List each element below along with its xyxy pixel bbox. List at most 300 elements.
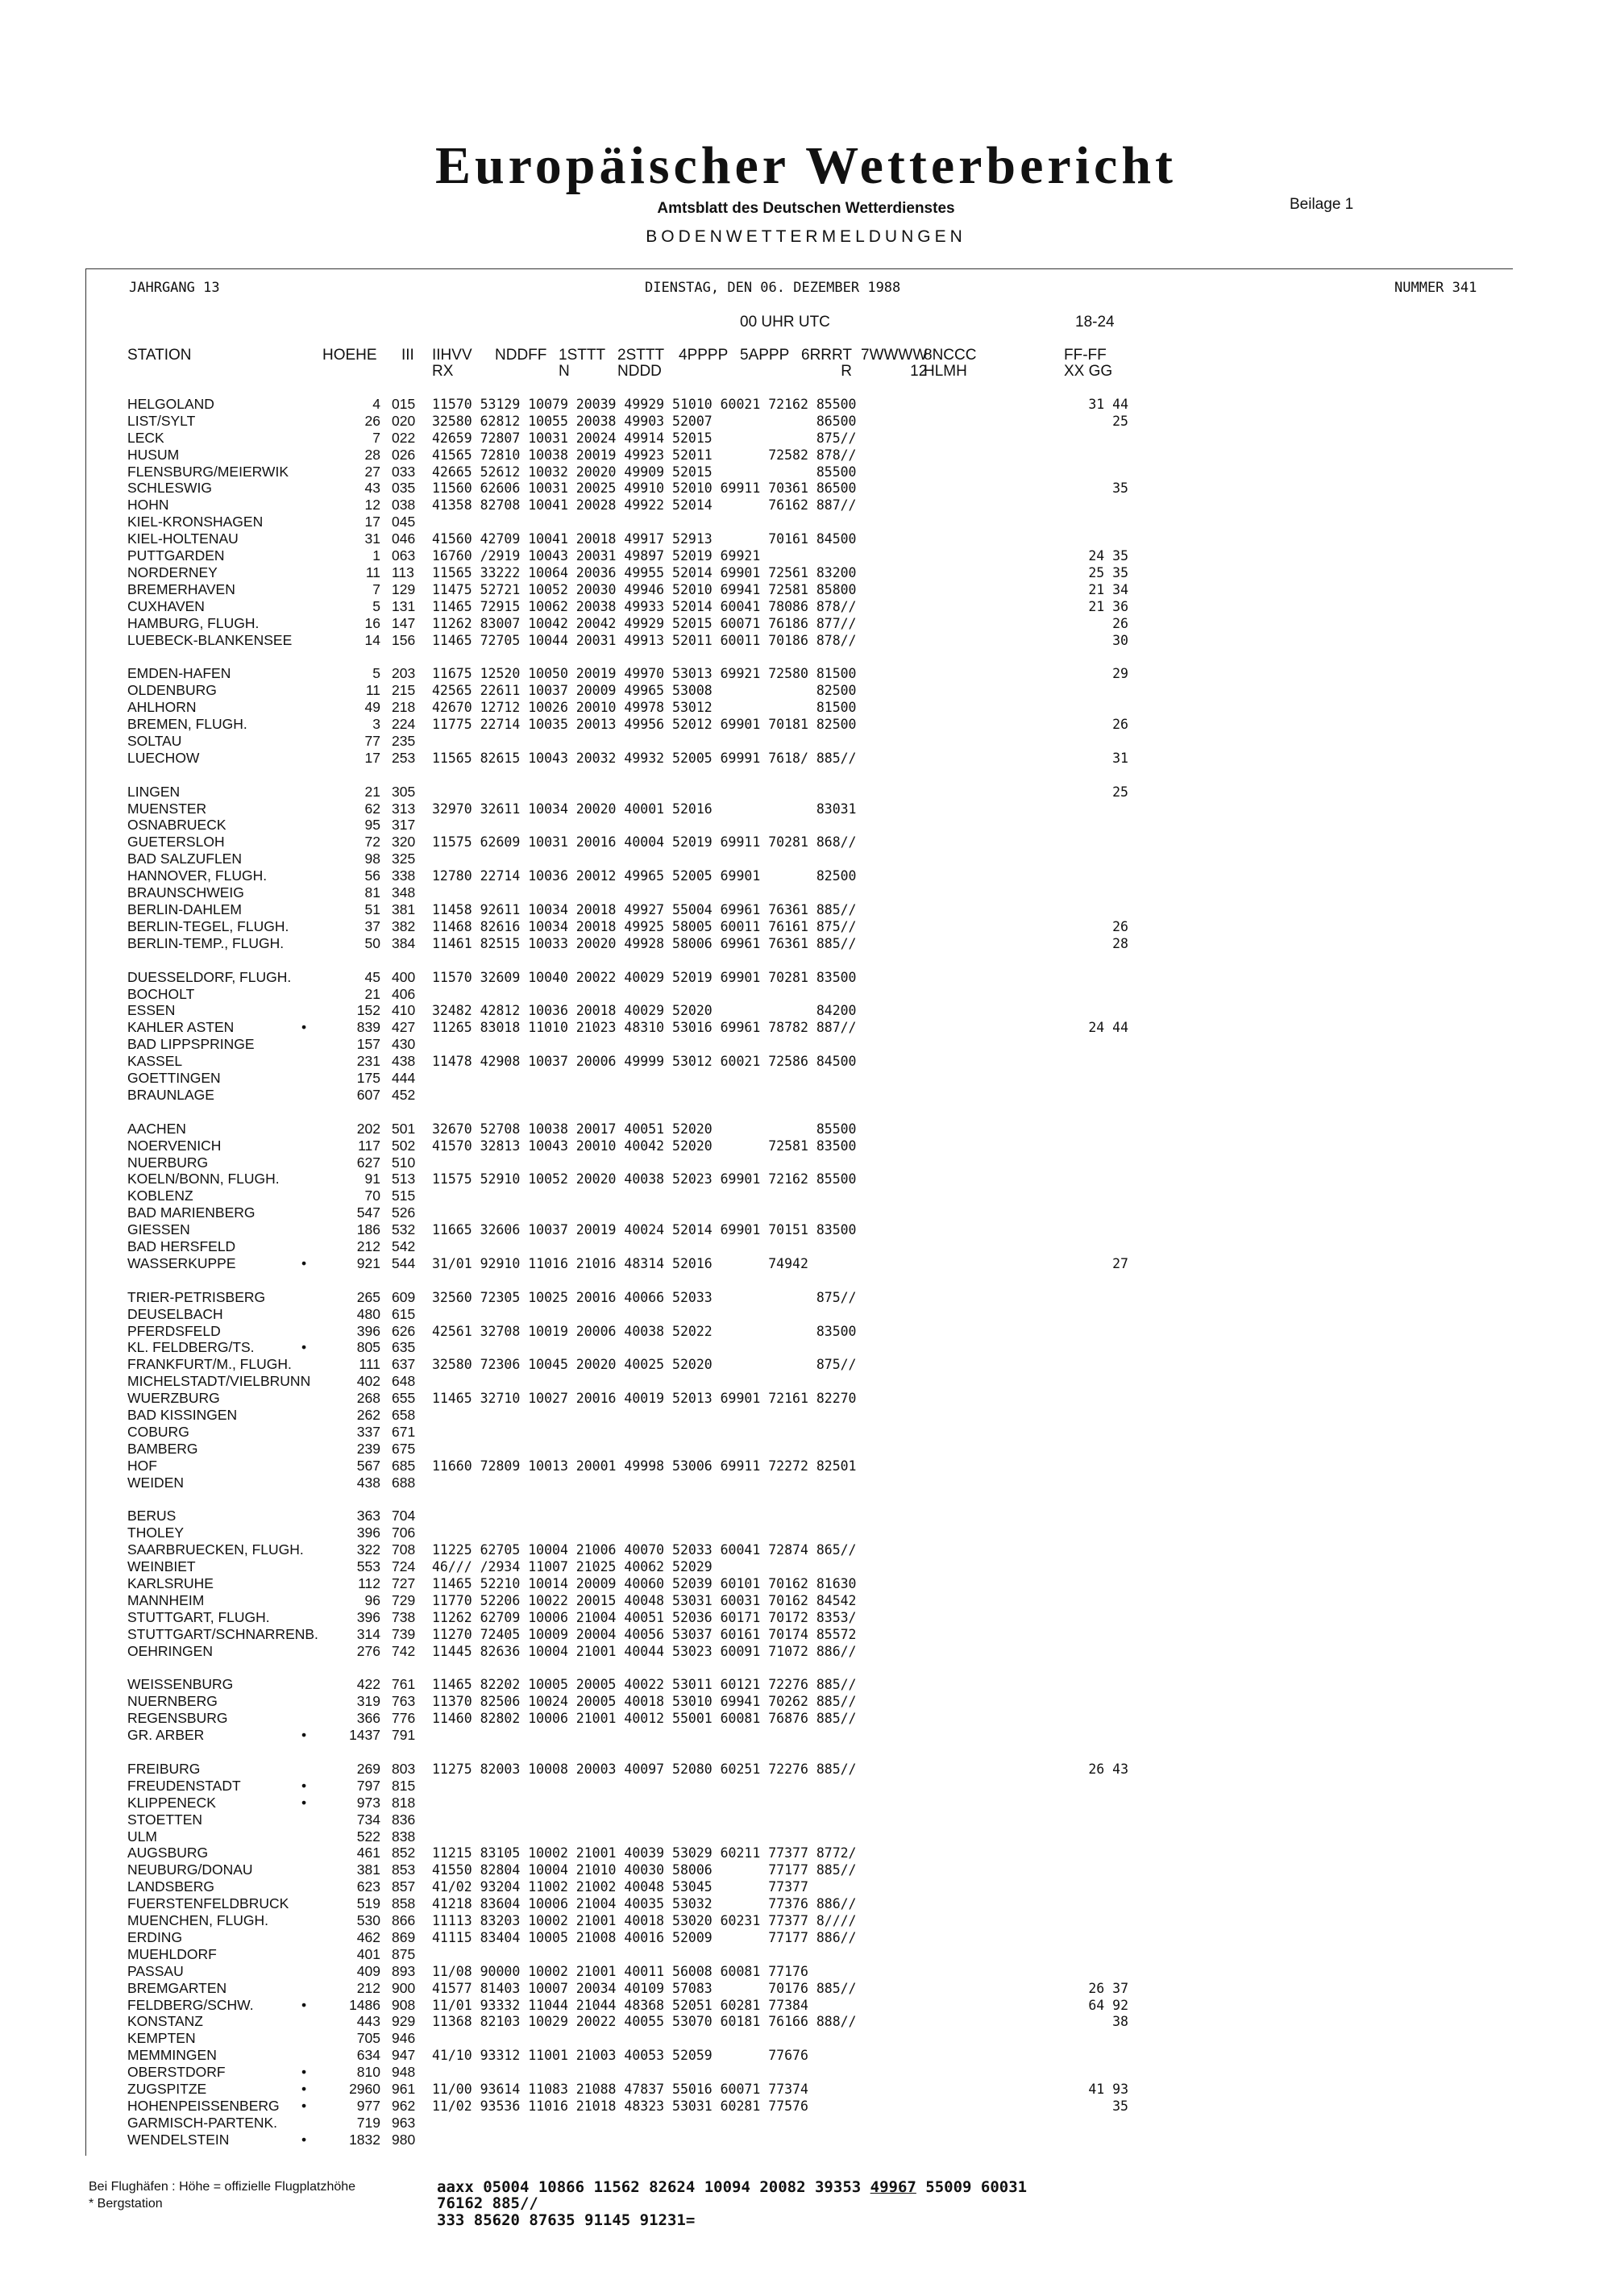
station-height: 11 [365, 682, 380, 698]
table-row [0, 1710, 1612, 1727]
station-name: NORDERNEY [127, 564, 218, 580]
table-row [0, 497, 1612, 514]
wind-gusts: 41 93 [1088, 2082, 1128, 2097]
station-index: 384 [392, 935, 416, 951]
station-name: SAARBRUECKEN, FLUGH. [127, 1541, 304, 1558]
station-name: WENDELSTEIN [127, 2132, 230, 2148]
synop-codes: 11/01 93332 11044 21044 48368 52051 60281 77384 [432, 1998, 808, 2013]
station-index: 658 [392, 1407, 416, 1423]
synop-codes: 11270 72405 10009 20004 40056 53037 60161 70174 85572 [432, 1627, 857, 1642]
table-row [0, 396, 1612, 413]
station-index: 727 [392, 1575, 416, 1591]
station-height: 175 [356, 1070, 380, 1086]
synop-codes: 32482 42812 10036 20018 40029 52020 84200 [432, 1003, 857, 1018]
table-row [0, 1458, 1612, 1475]
table-row [0, 1255, 1612, 1272]
table-row [0, 514, 1612, 530]
table-row [0, 2098, 1612, 2115]
station-height: 522 [356, 1828, 380, 1845]
synop-codes: 16760 /2919 10043 20031 49897 52019 69921 [432, 548, 761, 564]
station-name: BAD HERSFELD [127, 1238, 236, 1254]
table-row [0, 1188, 1612, 1204]
synop-part-a: aaxx 05004 10866 11562 82624 10094 20082 39353 [437, 2178, 870, 2196]
table-row [0, 1441, 1612, 1458]
station-height: 438 [356, 1475, 380, 1491]
station-name: BREMGARTEN [127, 1980, 227, 1996]
station-name: MUENCHEN, FLUGH. [127, 1912, 269, 1928]
station-name: MICHELSTADT/VIELBRUNN [127, 1373, 311, 1389]
station-name: HOHENPEISSENBERG [127, 2098, 280, 2114]
station-name: HAMBURG, FLUGH. [127, 615, 260, 631]
station-index: 947 [392, 2047, 416, 2063]
table-row [0, 1221, 1612, 1238]
station-name: THOLEY [127, 1524, 185, 1541]
station-index: 035 [392, 480, 416, 496]
station-name: HOF [127, 1458, 157, 1474]
station-height: 810 [356, 2064, 380, 2080]
mountain-marker: • [301, 1795, 307, 1811]
station-name: NEUBURG/DONAU [127, 1861, 253, 1878]
station-name: BAMBERG [127, 1441, 198, 1457]
synop-codes: 11465 52210 10014 20009 40060 52039 60101 70162 81630 [432, 1576, 857, 1591]
station-height: 276 [356, 1643, 380, 1659]
station-height: 62 [364, 801, 380, 817]
station-name: ULM [127, 1828, 157, 1845]
synop-codes: 11770 52206 10022 20015 40048 53031 60031 70162 84542 [432, 1593, 857, 1608]
table-row [0, 2047, 1612, 2064]
wind-gusts: 25 35 [1088, 565, 1128, 580]
station-height: 111 [359, 1356, 380, 1372]
table-row [0, 2030, 1612, 2047]
station-name: KONSTANZ [127, 2013, 203, 2029]
mountain-marker: • [301, 1997, 307, 2013]
station-index: 203 [392, 665, 416, 681]
wind-gusts: 30 [1112, 633, 1128, 648]
station-height: 17 [364, 750, 380, 766]
station-height: 4 [372, 396, 380, 412]
station-height: 921 [356, 1255, 380, 1271]
station-height: 17 [364, 514, 380, 530]
station-index: 320 [392, 834, 416, 850]
table-row [0, 2132, 1612, 2148]
table-row [0, 1861, 1612, 1878]
synop-codes: 11461 82515 10033 20020 49928 58006 69961 76361 885// [432, 936, 857, 951]
station-height: 797 [356, 1778, 380, 1794]
synop-codes: 41570 32813 10043 20010 40042 52020 72581 83500 [432, 1138, 857, 1154]
station-index: 637 [392, 1356, 416, 1372]
table-row [0, 801, 1612, 817]
wind-gusts: 26 [1112, 919, 1128, 934]
footnote-airport: Bei Flughäfen : Höhe = offizielle Flugplatzhöhe [89, 2180, 356, 2194]
synop-codes: 11575 62609 10031 20016 40004 52019 69911 70281 868// [432, 834, 857, 850]
table-row [0, 1541, 1612, 1558]
station-height: 50 [364, 935, 380, 951]
station-index: 045 [392, 514, 416, 530]
station-name: KEMPTEN [127, 2030, 196, 2046]
station-name: KIEL-HOLTENAU [127, 530, 239, 547]
station-name: LECK [127, 430, 164, 446]
table-row [0, 1929, 1612, 1946]
station-name: FREUDENSTADT [127, 1778, 241, 1794]
station-height: 627 [356, 1154, 380, 1171]
station-height: 49 [364, 699, 380, 715]
col-4pppp: 4PPPP [679, 347, 729, 364]
synop-underlined: 49967 [870, 2178, 916, 2196]
wind-gusts: 31 [1112, 751, 1128, 766]
station-name: GARMISCH-PARTENK. [127, 2115, 278, 2131]
station-index: 675 [392, 1441, 416, 1457]
col-ffff: FF-FF XX GG [1064, 347, 1113, 380]
station-index: 866 [392, 1912, 416, 1928]
mountain-marker: • [301, 1778, 307, 1794]
station-height: 634 [356, 2047, 380, 2063]
wind-gusts: 35 [1112, 2098, 1128, 2114]
station-name: BRAUNLAGE [127, 1087, 214, 1103]
station-index: 836 [392, 1811, 416, 1828]
station-index: 033 [392, 464, 416, 480]
station-name: FELDBERG/SCHW. [127, 1997, 254, 2013]
station-index: 026 [392, 447, 416, 463]
station-index: 513 [392, 1171, 416, 1187]
table-row [0, 1356, 1612, 1373]
station-height: 21 [364, 986, 380, 1002]
table-row [0, 1138, 1612, 1154]
wind-gusts: 26 [1112, 717, 1128, 732]
table-row [0, 430, 1612, 447]
station-index: 444 [392, 1070, 416, 1086]
station-name: BERLIN-TEMP., FLUGH. [127, 935, 285, 951]
synop-codes: 11460 82802 10006 21001 40012 55001 60081 76876 885// [432, 1711, 857, 1726]
station-index: 113 [392, 564, 414, 580]
synop-codes: 11565 33222 10064 20036 49955 52014 69901 72561 83200 [432, 565, 857, 580]
mountain-marker: • [301, 2098, 307, 2114]
wind-gusts: 21 34 [1088, 582, 1128, 597]
table-row [0, 716, 1612, 733]
station-index: 738 [392, 1609, 416, 1625]
station-name: LIST/SYLT [127, 413, 196, 429]
station-height: 1437 [349, 1727, 380, 1743]
station-index: 704 [392, 1508, 416, 1524]
synop-codes: 42561 32708 10019 20006 40038 52022 83500 [432, 1324, 857, 1339]
station-name: FUERSTENFELDBRUCK [127, 1895, 289, 1911]
station-name: BERLIN-TEGEL, FLUGH. [127, 918, 289, 934]
table-row [0, 1626, 1612, 1643]
station-name: WASSERKUPPE [127, 1255, 236, 1271]
station-index: 430 [392, 1036, 416, 1052]
station-height: 719 [356, 2115, 380, 2131]
table-row [0, 884, 1612, 901]
col-iii: III [401, 347, 414, 364]
synop-codes: 11445 82636 10004 21001 40044 53023 60091 71072 886// [432, 1644, 857, 1659]
wind-gusts: 29 [1112, 666, 1128, 681]
table-row [0, 918, 1612, 935]
mountain-marker: • [301, 2064, 307, 2080]
synop-codes: 11275 82003 10008 20003 40097 52080 60251 72276 885// [432, 1762, 857, 1777]
table-row [0, 1795, 1612, 1811]
table-row [0, 1373, 1612, 1390]
synop-codes: 11570 53129 10079 20039 49929 51010 60021 72162 85500 [432, 397, 857, 412]
table-row [0, 699, 1612, 716]
station-name: ERDING [127, 1929, 183, 1945]
station-index: 131 [392, 598, 416, 614]
station-height: 322 [356, 1541, 380, 1558]
station-name: ESSEN [127, 1002, 176, 1018]
subtitle: Amtsblatt des Deutschen Wetterdienstes [657, 200, 955, 217]
table-row [0, 564, 1612, 581]
table-row [0, 1036, 1612, 1053]
table-row [0, 1643, 1612, 1660]
station-name: KL. FELDBERG/TS. [127, 1339, 255, 1355]
station-height: 98 [364, 851, 380, 867]
table-row [0, 1306, 1612, 1323]
station-name: PFERDSFELD [127, 1323, 221, 1339]
station-name: BERUS [127, 1508, 177, 1524]
station-name: COBURG [127, 1424, 189, 1440]
synop-message-line3: 333 85620 87635 91145 91231= [437, 2211, 696, 2229]
table-row [0, 1676, 1612, 1693]
table-row [0, 750, 1612, 767]
table-row [0, 1508, 1612, 1524]
section-title: BODENWETTERMELDUNGEN [646, 227, 966, 246]
station-name: STUTTGART, FLUGH. [127, 1609, 270, 1625]
table-row [0, 817, 1612, 834]
table-row [0, 632, 1612, 649]
station-name: FREIBURG [127, 1761, 201, 1777]
table-row [0, 1693, 1612, 1710]
mountain-marker: • [301, 1339, 307, 1355]
station-index: 706 [392, 1524, 416, 1541]
station-name: PUTTGARDEN [127, 547, 225, 564]
station-index: 908 [392, 1997, 416, 2013]
station-height: 265 [356, 1289, 380, 1305]
station-index: 655 [392, 1390, 416, 1406]
station-name: LINGEN [127, 784, 181, 800]
station-height: 112 [358, 1575, 380, 1591]
col-nddff: NDDFF [495, 347, 547, 364]
station-name: BAD SALZUFLEN [127, 851, 242, 867]
mountain-marker: • [301, 2081, 307, 2097]
station-height: 402 [356, 1373, 380, 1389]
station-index: 305 [392, 784, 416, 800]
table-row [0, 733, 1612, 750]
table-row [0, 1845, 1612, 1861]
page-title: Europäischer Wetterbericht [434, 136, 1178, 195]
table-row [0, 1070, 1612, 1087]
synop-codes: 11262 83007 10042 20042 49929 52015 60071 76186 877// [432, 616, 857, 631]
synop-codes: 41/02 93204 11002 21002 40048 53045 77377 [432, 1879, 808, 1895]
station-height: 77 [364, 733, 380, 749]
station-index: 253 [392, 750, 416, 766]
synop-codes: 41218 83604 10006 21004 40035 53032 77376 886// [432, 1896, 857, 1911]
table-row [0, 935, 1612, 952]
station-name: FRANKFURT/M., FLUGH. [127, 1356, 292, 1372]
station-index: 406 [392, 986, 416, 1002]
station-name: LUEBECK-BLANKENSEE [127, 632, 293, 648]
station-index: 962 [392, 2098, 416, 2114]
table-row [0, 1811, 1612, 1828]
synop-codes: 41550 82804 10004 21010 40030 58006 77177 885// [432, 1862, 857, 1878]
table-row [0, 1575, 1612, 1592]
station-index: 763 [392, 1693, 416, 1709]
station-name: STOETTEN [127, 1811, 203, 1828]
col-iihvv: IIHVV RX [432, 347, 472, 380]
station-height: 45 [364, 969, 380, 985]
station-height: 519 [356, 1895, 380, 1911]
table-row [0, 1524, 1612, 1541]
station-name: FLENSBURG/MEIERWIK [127, 464, 289, 480]
station-name: BREMERHAVEN [127, 581, 235, 597]
station-name: WEINBIET [127, 1558, 196, 1574]
table-row [0, 1171, 1612, 1188]
synop-codes: 42659 72807 10031 20024 49914 52015 875// [432, 430, 857, 446]
station-name: GUETERSLOH [127, 834, 225, 850]
station-index: 156 [392, 632, 416, 648]
wind-gusts: 38 [1112, 2014, 1128, 2029]
station-name: OEHRINGEN [127, 1643, 213, 1659]
station-height: 805 [356, 1339, 380, 1355]
table-row [0, 2064, 1612, 2081]
station-name: DUESSELDORF, FLUGH. [127, 969, 292, 985]
synop-message-line2: 76162 885// [437, 2194, 538, 2212]
table-row [0, 969, 1612, 986]
station-name: NUERNBERG [127, 1693, 218, 1709]
col-8nccc: 8NCCC HLMH [924, 347, 977, 380]
synop-codes: 46/// /2934 11007 21025 40062 52029 [432, 1559, 713, 1574]
synop-codes: 41358 82708 10041 20028 49922 52014 76162 887// [432, 497, 857, 513]
table-row [0, 2115, 1612, 2132]
station-index: 313 [392, 801, 416, 817]
station-name: KOBLENZ [127, 1188, 193, 1204]
table-row [0, 1407, 1612, 1424]
synop-codes: 11660 72809 10013 20001 49998 53006 69911 72272 82501 [432, 1458, 857, 1474]
synop-codes: 11560 62606 10031 20025 49910 52010 69911 70361 86500 [432, 480, 857, 496]
station-index: 020 [392, 413, 416, 429]
table-row [0, 1002, 1612, 1019]
station-index: 929 [392, 2013, 416, 2029]
wind-gusts: 31 44 [1088, 397, 1128, 412]
station-index: 410 [392, 1002, 416, 1018]
observation-time: 00 UHR UTC [740, 314, 830, 331]
station-index: 739 [392, 1626, 416, 1642]
station-index: 544 [392, 1255, 416, 1271]
table-row [0, 1475, 1612, 1491]
mountain-marker: • [301, 1019, 307, 1035]
station-name: BRAUNSCHWEIG [127, 884, 244, 901]
table-row [0, 1727, 1612, 1744]
synop-codes: 11665 32606 10037 20019 40024 52014 69901 70151 83500 [432, 1222, 857, 1237]
station-index: 510 [392, 1154, 416, 1171]
station-name: HUSUM [127, 447, 180, 463]
station-index: 452 [392, 1087, 416, 1103]
station-height: 977 [356, 2098, 380, 2114]
station-index: 980 [392, 2132, 416, 2148]
table-row [0, 615, 1612, 632]
station-name: GR. ARBER [127, 1727, 205, 1743]
wind-gusts: 26 43 [1088, 1762, 1128, 1777]
synop-codes: 11/08 90000 10002 21001 40011 56008 60081 77176 [432, 1964, 808, 1979]
station-height: 734 [356, 1811, 380, 1828]
station-height: 705 [356, 2030, 380, 2046]
synop-codes: 11475 52721 10052 20030 49946 52010 69941 72581 85800 [432, 582, 857, 597]
table-row [0, 682, 1612, 699]
station-height: 530 [356, 1912, 380, 1928]
table-row [0, 1204, 1612, 1221]
station-index: 724 [392, 1558, 416, 1574]
station-index: 235 [392, 733, 416, 749]
station-name: MANNHEIM [127, 1592, 205, 1608]
table-row [0, 480, 1612, 497]
station-index: 635 [392, 1339, 416, 1355]
station-index: 325 [392, 851, 416, 867]
table-row [0, 867, 1612, 884]
col-5appp: 5APPP [740, 347, 790, 364]
station-name: KLIPPENECK [127, 1795, 216, 1811]
station-index: 400 [392, 969, 416, 985]
station-name: MEMMINGEN [127, 2047, 217, 2063]
station-index: 218 [392, 699, 416, 715]
station-name: NOERVENICH [127, 1138, 222, 1154]
station-name: AHLHORN [127, 699, 197, 715]
station-height: 547 [356, 1204, 380, 1221]
table-row [0, 1895, 1612, 1912]
station-index: 046 [392, 530, 416, 547]
station-height: 973 [356, 1795, 380, 1811]
station-height: 96 [364, 1592, 380, 1608]
table-row [0, 547, 1612, 564]
station-index: 688 [392, 1475, 416, 1491]
synop-codes: 11465 72705 10044 20031 49913 52011 60011 70186 878// [432, 633, 857, 648]
station-index: 761 [392, 1676, 416, 1692]
station-name: KAHLER ASTEN [127, 1019, 235, 1035]
station-index: 852 [392, 1845, 416, 1861]
synop-codes: 11262 62709 10006 21004 40051 52036 60171 70172 8353/ [432, 1610, 857, 1625]
station-height: 7 [372, 581, 380, 597]
col-hoehe: HOEHE [322, 347, 377, 364]
table-row [0, 413, 1612, 430]
station-name: AUGSBURG [127, 1845, 209, 1861]
station-height: 409 [356, 1963, 380, 1979]
station-index: 900 [392, 1980, 416, 1996]
station-height: 11 [365, 564, 380, 580]
date-label: DIENSTAG, DEN 06. DEZEMBER 1988 [645, 280, 901, 296]
station-index: 671 [392, 1424, 416, 1440]
station-height: 56 [364, 867, 380, 884]
station-index: 502 [392, 1138, 416, 1154]
station-index: 946 [392, 2030, 416, 2046]
synop-codes: 11/02 93536 11016 21018 48323 53031 60281 77576 [432, 2098, 808, 2114]
station-name: HELGOLAND [127, 396, 214, 412]
wind-gusts: 25 [1112, 414, 1128, 429]
synop-codes: 41115 83404 10005 21008 40016 52009 77177 886// [432, 1930, 857, 1945]
table-row [0, 1424, 1612, 1441]
table-row [0, 2081, 1612, 2098]
station-index: 685 [392, 1458, 416, 1474]
station-name: DEUSELBACH [127, 1306, 223, 1322]
station-height: 14 [364, 632, 380, 648]
station-height: 553 [356, 1558, 380, 1574]
synop-codes: 11/00 93614 11083 21088 47837 55016 60071 77374 [432, 2082, 808, 2097]
station-index: 224 [392, 716, 416, 732]
synop-codes: 41565 72810 10038 20019 49923 52011 72582 878// [432, 447, 857, 463]
station-index: 948 [392, 2064, 416, 2080]
station-height: 337 [356, 1424, 380, 1440]
synop-message-line1 [437, 2178, 1027, 2196]
station-name: BOCHOLT [127, 986, 195, 1002]
synop-codes: 42565 22611 10037 20009 49965 53008 82500 [432, 683, 857, 698]
table-row [0, 581, 1612, 598]
synop-codes: 31/01 92910 11016 21016 48314 52016 74942 [432, 1256, 808, 1271]
station-name: STUTTGART/SCHNARRENB. [127, 1626, 318, 1642]
